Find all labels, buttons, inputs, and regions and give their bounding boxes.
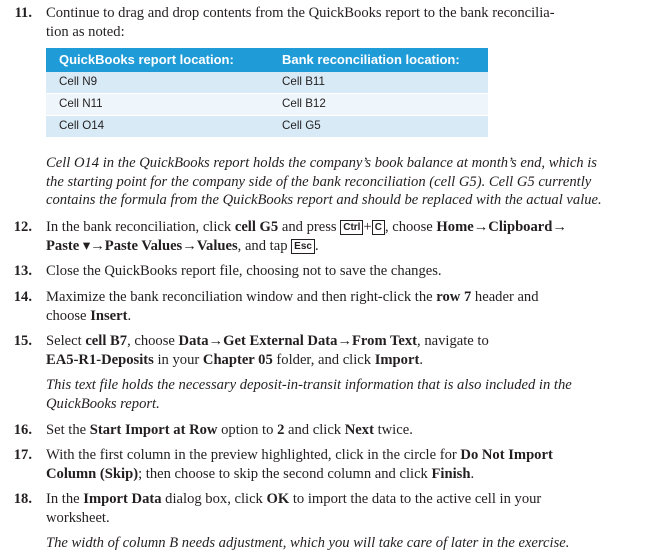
step-number: 14. bbox=[13, 289, 32, 305]
ctrl-key: Ctrl bbox=[340, 220, 363, 235]
column-header-quickbooks: QuickBooks report location: bbox=[46, 48, 269, 72]
step-text: With the first column in the preview highlighted, click in the circle for Do Not Import Column (Skip); then choose to skip the second column and click Finish. bbox=[46, 447, 553, 482]
table-cell: Cell O14 bbox=[46, 116, 269, 138]
table-cell: Cell N11 bbox=[46, 94, 269, 116]
step-text: Close the QuickBooks report file, choosing not to save the changes. bbox=[46, 263, 442, 279]
step-text: Select cell B7, choose Data→Get External Data→From Text, navigate to EA5-R1-Deposits in your Chapter 05 folder, and click Import. bbox=[46, 333, 489, 368]
step-text: In the bank reconciliation, click cell G5 and press Ctrl + C , choose Home→Clipboard→ Paste ▾→Paste Values→Values, and tap Esc . bbox=[46, 219, 567, 254]
step-number: 17. bbox=[13, 447, 32, 463]
step-number: 18. bbox=[13, 491, 32, 507]
table-cell: Cell N9 bbox=[46, 72, 269, 94]
table-row bbox=[46, 72, 488, 94]
note-column-width: The width of column B needs adjustment, which you will take care of later in the exercise. bbox=[46, 535, 570, 551]
note-text-file: This text file holds the necessary deposit-in-transit information that is also included in the QuickBooks report. bbox=[46, 377, 572, 412]
step-number: 13. bbox=[13, 263, 32, 279]
location-mapping-table bbox=[46, 48, 488, 137]
step-text: In the Import Data dialog box, click OK to import the data to the active cell in your worksheet. bbox=[46, 491, 542, 526]
table-row bbox=[46, 94, 488, 116]
step-number: 16. bbox=[13, 422, 32, 438]
step-text: Set the Start Import at Row option to 2 and click Next twice. bbox=[46, 422, 413, 438]
step-text: Maximize the bank reconciliation window and then right-click the row 7 header and choose Insert. bbox=[46, 289, 539, 324]
note-cell-o14: Cell O14 in the QuickBooks report holds the company’s book balance at month’s end, which is the starting point for the company side of the bank reconciliation (cell G5). Cell G5 currently contains the formula from the QuickBooks report and should be replaced with the actual value. bbox=[46, 155, 602, 208]
c-key: C bbox=[372, 220, 385, 235]
step-number: 12. bbox=[13, 219, 32, 235]
table-header-row bbox=[46, 48, 488, 72]
table-cell: Cell B12 bbox=[269, 94, 488, 116]
column-header-bank: Bank reconciliation location: bbox=[269, 48, 488, 72]
esc-key: Esc bbox=[291, 239, 315, 254]
table-row bbox=[46, 116, 488, 138]
step-text: Continue to drag and drop contents from the QuickBooks report to the bank reconcilia- tion as noted: bbox=[46, 5, 555, 40]
step-number: 11. bbox=[14, 5, 32, 21]
table-cell: Cell B11 bbox=[269, 72, 488, 94]
step-number: 15. bbox=[13, 333, 32, 349]
table-cell: Cell G5 bbox=[269, 116, 488, 138]
